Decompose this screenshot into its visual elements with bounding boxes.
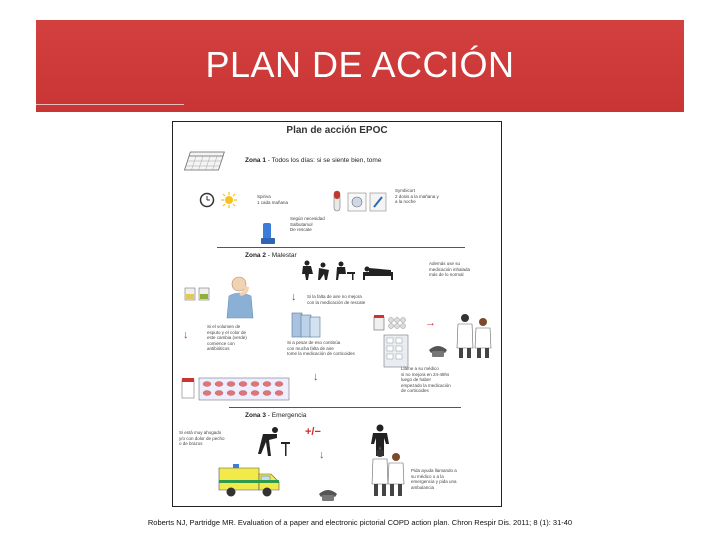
caption-still-breathless: Si a pesar de eso continúa con mucha falta de aire tome la medicación de corticoides <box>287 340 355 356</box>
zone-1-text: - Todos los días: si se siente bien, tome <box>265 157 382 164</box>
zone-1-label: Zona 1 <box>245 157 266 164</box>
action-plan-figure <box>172 121 502 507</box>
inhaler-capsule-icon <box>331 190 343 212</box>
zone-3-heading <box>245 412 306 419</box>
caption-call-gp: Llame a su médico si no mejora en 24-48hs luego de haber empezado la medicación de corticoides <box>401 366 451 393</box>
arrow-down-1: ↓ <box>291 291 297 303</box>
zone-2-text: - Malestar <box>265 252 297 259</box>
pill-bottle-icon <box>373 314 409 332</box>
zone-1-divider <box>217 247 465 248</box>
steroid-blister-icon <box>291 312 321 338</box>
title-underline <box>36 104 184 105</box>
sputum-pots-icon <box>183 286 213 302</box>
caption-reliever: Según necesidad Salbutamol De rescate <box>290 216 325 232</box>
zone-3-label: Zona 3 <box>245 412 266 419</box>
zone-3-text: - Emergencia <box>265 412 307 419</box>
antibiotic-blister-icon <box>181 376 291 402</box>
zone-2-heading <box>245 252 297 259</box>
caption-no-better: Si la falta de aire no mejora con la medicación de rescate <box>307 294 366 305</box>
telephone-icon-2 <box>317 486 339 502</box>
turbuhaler-icon <box>369 192 387 212</box>
arrow-right-1: → <box>425 317 436 329</box>
calendar-icon <box>183 150 227 172</box>
arrow-down-left: ↓ <box>183 329 189 341</box>
zone-1-heading <box>245 157 381 164</box>
sun-icon <box>221 192 237 208</box>
arrow-down-2: ↓ <box>313 371 319 383</box>
plan-title: Plan de acción EPOC <box>286 125 388 136</box>
plus-minus-symbol: +/− <box>305 426 321 438</box>
ambulance-icon <box>217 462 281 498</box>
zone-2-label: Zona 2 <box>245 252 266 259</box>
coughing-man-icon <box>219 274 265 318</box>
reliever-inhaler-icon <box>259 222 277 246</box>
zone-2-divider <box>229 407 461 408</box>
bent-over-figure-icon <box>255 426 291 458</box>
breathless-figures-icon <box>299 260 399 282</box>
caption-ambulance: Pida ayuda llamando a su médico o a la emergencia y pida una ambulancia <box>411 468 457 490</box>
steroid-pack-icon <box>383 334 409 368</box>
doctors-icon-2 <box>371 448 405 498</box>
caption-inhaler-right: Symbicort 2 dosis a la mañana y a la noche <box>395 188 439 204</box>
telephone-icon <box>427 342 449 358</box>
caption-more-reliever: Además use su medicación inhalada más de lo normal <box>429 261 471 277</box>
inhaler-disk-icon <box>347 192 367 212</box>
caption-inhaler-left: Spiriva 1 cada mañana <box>257 194 289 205</box>
slide-title: PLAN DE ACCIÓN <box>205 44 515 85</box>
doctors-icon <box>455 312 493 360</box>
caption-breathless: Si está muy ahogado y/o con dolor de pecho o de brazos <box>179 430 225 446</box>
arrow-down-3: ↓ <box>319 449 325 461</box>
caption-sputum: Si el volumen de esputo y el color de este cambia (verde) comience con antibióticos <box>207 324 247 351</box>
clock-icon <box>199 192 215 208</box>
citation: Roberts NJ, Partridge MR. Evaluation of a paper and electronic pictorial COPD action plan. Chron Respir Dis. 2011; 8 (1): 31-40 <box>147 518 573 527</box>
